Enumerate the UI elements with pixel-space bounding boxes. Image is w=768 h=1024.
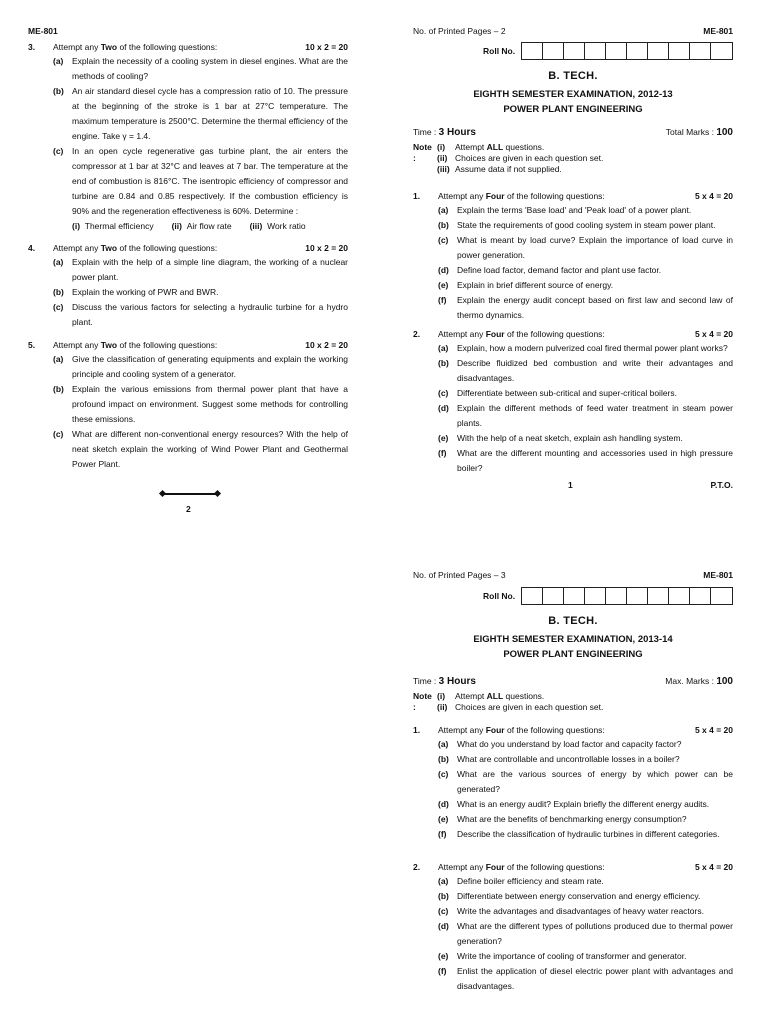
subject-title: POWER PLANT ENGINEERING xyxy=(503,649,643,660)
intro-text: of the following questions: xyxy=(117,340,218,350)
sub-label: (e) xyxy=(438,280,449,290)
intro-text: of the following questions: xyxy=(504,191,605,201)
question-number: 5. xyxy=(28,340,36,350)
question-header xyxy=(28,241,348,255)
intro-bold: Four xyxy=(485,329,505,339)
sub-question xyxy=(53,382,348,427)
left-page-code: ME-801 xyxy=(28,26,58,36)
sub-label: (c) xyxy=(53,429,64,439)
sub-text: Write the advantages and disadvantages of heavy water reactors. xyxy=(457,906,704,916)
sub-text: What are the benefits of benchmarking energy consumption? xyxy=(457,814,687,824)
max-marks: Max. Marks : 100 xyxy=(665,676,733,687)
intro-bold: Four xyxy=(485,725,505,735)
sub-question xyxy=(438,919,733,949)
note-text: questions. xyxy=(503,142,545,152)
question-marks: 10 x 2 = 20 xyxy=(305,243,348,253)
note-item xyxy=(437,153,603,164)
intro-bold: Four xyxy=(485,191,505,201)
sub-text: What is an energy audit? Explain briefly the different energy audits. xyxy=(457,799,710,809)
sub-text: What are different non-conventional energy resources? With the help of neat sketch explain the working of Wind Power Plant and Geothermal Power Plant. xyxy=(72,429,348,469)
intro-text: Attempt any xyxy=(438,862,486,872)
sub-text: Enlist the application of diesel electric power plant with advantages and disadvantages. xyxy=(457,966,733,991)
intro-text: Attempt any xyxy=(438,329,486,339)
sub-text: Write the importance of cooling of transformer and generator. xyxy=(457,951,687,961)
question-marks: 5 x 4 = 20 xyxy=(694,191,733,201)
question-intro xyxy=(413,189,605,203)
sub-question xyxy=(438,233,733,263)
question-marks: 5 x 4 = 20 xyxy=(694,862,733,872)
printed-pages: No. of Printed Pages – 2 xyxy=(413,26,506,36)
sub-text: In an open cycle regenerative gas turbine plant, the air enters the compressor at 1 bar at 32°C and leaves at 7 bar. The temperature at the end of combustion is 816°C. The isentropic efficiency of compressor and turbine are 0.84 and 0.85 respectively. If the combustion efficiency is 90% and the regeneration effectiveness is 60%. Determine : xyxy=(72,146,348,216)
intro-text: Attempt any xyxy=(53,340,101,350)
question-header xyxy=(413,723,733,737)
note-text: Choices are given in each question set. xyxy=(455,702,604,712)
option-item xyxy=(72,219,154,233)
sub-question xyxy=(438,218,733,233)
sub-text: What are the different mounting and accessories used in high pressure boiler? xyxy=(457,448,733,473)
question-intro xyxy=(413,860,605,874)
sub-question xyxy=(53,255,348,285)
sub-label: (d) xyxy=(438,799,449,809)
option-label: (iii) xyxy=(249,221,263,231)
question-number: 2. xyxy=(413,329,421,339)
roll-no-boxes[interactable] xyxy=(521,587,733,605)
note-label: (i) xyxy=(437,142,446,152)
sub-question xyxy=(438,874,733,889)
question-number: 1. xyxy=(413,725,421,735)
intro-bold: Two xyxy=(100,42,118,52)
sub-label: (b) xyxy=(438,891,449,901)
sub-label: (e) xyxy=(438,433,449,443)
sub-label: (b) xyxy=(438,754,449,764)
intro-text: of the following questions: xyxy=(504,329,605,339)
question-header xyxy=(413,189,733,203)
option-text: Thermal efficiency xyxy=(84,221,154,231)
sub-text: Explain the working of PWR and BWR. xyxy=(72,287,219,297)
sub-text: Differentiate between energy conservation and energy efficiency. xyxy=(457,891,701,901)
sub-text: Differentiate between sub-critical and super-critical boilers. xyxy=(457,388,677,398)
sub-label: (c) xyxy=(438,235,449,245)
bottom-page-questions xyxy=(413,723,733,994)
note-text: questions. xyxy=(503,691,545,701)
sub-question xyxy=(438,356,733,386)
question-block xyxy=(28,338,348,472)
sub-label: (b) xyxy=(438,358,449,368)
sub-text: What do you understand by load factor and capacity factor? xyxy=(457,739,682,749)
sub-label: (c) xyxy=(438,769,449,779)
sub-text: Explain the necessity of a cooling system in diesel engines. What are the methods of cooling? xyxy=(72,56,348,81)
sub-label: (f) xyxy=(438,295,447,305)
sub-text: Give the classification of generating equipments and explain the working principle and cooling system of a generator. xyxy=(72,354,348,379)
sub-text: With the help of a neat sketch, explain ash handling system. xyxy=(457,433,683,443)
sub-question xyxy=(438,904,733,919)
note-label: (ii) xyxy=(437,702,448,712)
left-page-questions xyxy=(28,40,348,480)
intro-text: of the following questions: xyxy=(117,243,218,253)
sub-question xyxy=(438,293,733,323)
note-text: Attempt xyxy=(455,691,487,701)
sub-text: Describe fluidized bed combustion and write their advantages and disadvantages. xyxy=(457,358,733,383)
sub-question xyxy=(438,737,733,752)
option-text: Work ratio xyxy=(267,221,306,231)
intro-text: Attempt any xyxy=(438,725,486,735)
sub-label: (b) xyxy=(53,287,64,297)
sub-label: (d) xyxy=(438,403,449,413)
note-item xyxy=(437,691,603,702)
question-intro xyxy=(28,338,217,352)
question-number: 3. xyxy=(28,42,36,52)
question-number: 1. xyxy=(413,191,421,201)
intro-text: of the following questions: xyxy=(504,862,605,872)
note-bold: ALL xyxy=(486,142,504,152)
option-item xyxy=(250,219,306,233)
question-header xyxy=(28,338,348,352)
sub-questions xyxy=(413,203,733,323)
question-block xyxy=(28,40,348,233)
top-page xyxy=(413,26,733,490)
question-marks: 5 x 4 = 20 xyxy=(694,725,733,735)
option-label: (i) xyxy=(72,221,81,231)
question-block xyxy=(413,327,733,476)
sub-question xyxy=(438,386,733,401)
pto-label: P.T.O. xyxy=(710,480,733,490)
sub-question xyxy=(438,446,733,476)
sub-question xyxy=(438,964,733,994)
sub-label: (c) xyxy=(438,906,449,916)
question-intro xyxy=(413,327,605,341)
note-label: (iii) xyxy=(437,164,450,174)
sub-text: State the requirements of good cooling system in steam power plant. xyxy=(457,220,716,230)
question-intro xyxy=(28,40,217,54)
sub-label: (a) xyxy=(53,354,64,364)
sub-label: (b) xyxy=(53,86,64,96)
sub-question xyxy=(438,812,733,827)
sub-label: (d) xyxy=(438,921,449,931)
paper-code: ME-801 xyxy=(703,26,733,36)
sub-question xyxy=(53,300,348,330)
sub-label: (a) xyxy=(438,343,449,353)
sub-question xyxy=(438,431,733,446)
sub-text: An air standard diesel cycle has a compression ratio of 10. The pressure at the beginning of the stroke is 1 bar at 27°C temperature. The maximum temperature is 2500°C. Determine the thermal efficiency of the engine. Take γ = 1.4. xyxy=(72,86,348,141)
sub-text: Explain, how a modern pulverized coal fired thermal power plant works? xyxy=(457,343,728,353)
printed-pages: No. of Printed Pages – 3 xyxy=(413,570,506,580)
question-number: 2. xyxy=(413,862,421,872)
sub-label: (e) xyxy=(438,951,449,961)
sub-questions xyxy=(28,352,348,472)
question-intro xyxy=(28,241,217,255)
sub-label: (b) xyxy=(53,384,64,394)
question-block xyxy=(413,860,733,994)
question-header xyxy=(28,40,348,54)
intro-text: Attempt any xyxy=(53,42,101,52)
sub-question xyxy=(438,341,733,356)
sub-text: Explain the energy audit concept based on first law and second law of thermo dynamics. xyxy=(457,295,733,320)
option-label: (ii) xyxy=(171,221,182,231)
sub-label: (a) xyxy=(53,257,64,267)
subject-title: POWER PLANT ENGINEERING xyxy=(503,104,643,115)
sub-text: Describe the classification of hydraulic turbines in different categories. xyxy=(457,829,720,839)
end-divider xyxy=(162,493,218,495)
sub-label: (e) xyxy=(438,814,449,824)
sub-text: Discuss the various factors for selecting a hydraulic turbine for a hydro plant. xyxy=(72,302,348,327)
sub-question xyxy=(438,827,733,842)
intro-text: of the following questions: xyxy=(117,42,218,52)
time-info: Time : 3 Hours xyxy=(413,676,476,687)
sub-label: (a) xyxy=(438,205,449,215)
sub-question xyxy=(438,752,733,767)
roll-no-label: Roll No. xyxy=(483,46,516,56)
sub-question xyxy=(438,949,733,964)
question-block xyxy=(28,241,348,330)
question-block xyxy=(413,189,733,323)
sub-text: Explain in brief different source of energy. xyxy=(457,280,614,290)
sub-label: (f) xyxy=(438,448,447,458)
sub-text: What is meant by load curve? Explain the importance of load curve in power generation. xyxy=(457,235,733,260)
sub-text: Explain the different methods of feed water treatment in steam power plants. xyxy=(457,403,733,428)
intro-text: Attempt any xyxy=(53,243,101,253)
sub-label: (f) xyxy=(438,829,447,839)
note-item xyxy=(437,164,603,175)
sub-question xyxy=(438,203,733,218)
sub-questions xyxy=(413,341,733,476)
question-intro xyxy=(413,723,605,737)
sub-text: Explain the terms 'Base load' and 'Peak load' of a power plant. xyxy=(457,205,692,215)
sub-label: (a) xyxy=(438,739,449,749)
question-marks: 10 x 2 = 20 xyxy=(305,340,348,350)
sub-text: What are the various sources of energy by which power can be generated? xyxy=(457,769,733,794)
sub-question xyxy=(438,263,733,278)
degree-title: B. TECH. xyxy=(548,70,598,82)
sub-label: (b) xyxy=(438,220,449,230)
instructions: Note : (i) Attempt ALL questions. (ii) Choices are given in each question set. (iii) Assume data if not supplied. xyxy=(413,142,604,174)
bottom-page xyxy=(413,570,733,1012)
sub-label: (d) xyxy=(438,265,449,275)
sub-text: Define boiler efficiency and steam rate. xyxy=(457,876,604,886)
note-bold: ALL xyxy=(486,691,504,701)
question-number: 4. xyxy=(28,243,36,253)
sub-text: Explain the various emissions from thermal power plant that have a profound impact on environment. Suggest some methods for controlling these emissions. xyxy=(72,384,348,424)
sub-question xyxy=(438,797,733,812)
question-header xyxy=(413,860,733,874)
top-page-number: 1 xyxy=(568,480,573,490)
question-header xyxy=(413,327,733,341)
note-label: (ii) xyxy=(437,153,448,163)
left-page-number: 2 xyxy=(186,504,191,514)
exam-title: EIGHTH SEMESTER EXAMINATION, 2012-13 xyxy=(473,89,673,100)
question-marks: 10 x 2 = 20 xyxy=(305,42,348,52)
sub-question xyxy=(53,352,348,382)
sub-label: (a) xyxy=(53,56,64,66)
sub-label: (c) xyxy=(438,388,449,398)
intro-bold: Two xyxy=(100,340,118,350)
sub-question xyxy=(53,84,348,144)
question-marks: 5 x 4 = 20 xyxy=(694,329,733,339)
sub-questions xyxy=(413,737,733,842)
sub-label: (f) xyxy=(438,966,447,976)
roll-no-boxes[interactable] xyxy=(521,42,733,60)
degree-title: B. TECH. xyxy=(548,615,598,627)
sub-questions xyxy=(28,255,348,330)
sub-question xyxy=(438,767,733,797)
sub-label: (c) xyxy=(53,302,64,312)
intro-text: Attempt any xyxy=(438,191,486,201)
option-item xyxy=(172,219,232,233)
sub-text: What are the different types of pollutions produced due to thermal power generation? xyxy=(457,921,733,946)
note-item xyxy=(437,142,603,153)
sub-question xyxy=(438,889,733,904)
instructions: Note : (i) Attempt ALL questions. (ii) Choices are given in each question set. xyxy=(413,691,604,712)
sub-question xyxy=(53,144,348,219)
roll-no-label: Roll No. xyxy=(483,591,516,601)
intro-text: of the following questions: xyxy=(504,725,605,735)
note-label: (i) xyxy=(437,691,446,701)
total-marks: Total Marks : 100 xyxy=(665,127,733,138)
time-info: Time : 3 Hours xyxy=(413,127,476,138)
sub-question xyxy=(438,278,733,293)
sub-questions xyxy=(28,54,348,233)
sub-question xyxy=(438,401,733,431)
note-text: Assume data if not supplied. xyxy=(455,164,562,174)
question-block xyxy=(413,723,733,842)
intro-bold: Four xyxy=(485,862,505,872)
sub-question xyxy=(53,285,348,300)
sub-question xyxy=(53,427,348,472)
note-text: Attempt xyxy=(455,142,487,152)
exam-title: EIGHTH SEMESTER EXAMINATION, 2013-14 xyxy=(473,634,673,645)
sub-text: Define load factor, demand factor and plant use factor. xyxy=(457,265,662,275)
option-text: Air flow rate xyxy=(186,221,232,231)
sub-question xyxy=(53,54,348,84)
paper-code: ME-801 xyxy=(703,570,733,580)
note-item xyxy=(437,702,603,713)
intro-bold: Two xyxy=(100,243,118,253)
sub-text: Explain with the help of a simple line diagram, the working of a nuclear power plant. xyxy=(72,257,348,282)
sub-text: What are controllable and uncontrollable losses in a boiler? xyxy=(457,754,680,764)
top-page-questions xyxy=(413,189,733,476)
sub-label: (c) xyxy=(53,146,64,156)
option-list xyxy=(53,219,348,233)
sub-label: (a) xyxy=(438,876,449,886)
sub-questions xyxy=(413,874,733,994)
note-text: Choices are given in each question set. xyxy=(455,153,604,163)
